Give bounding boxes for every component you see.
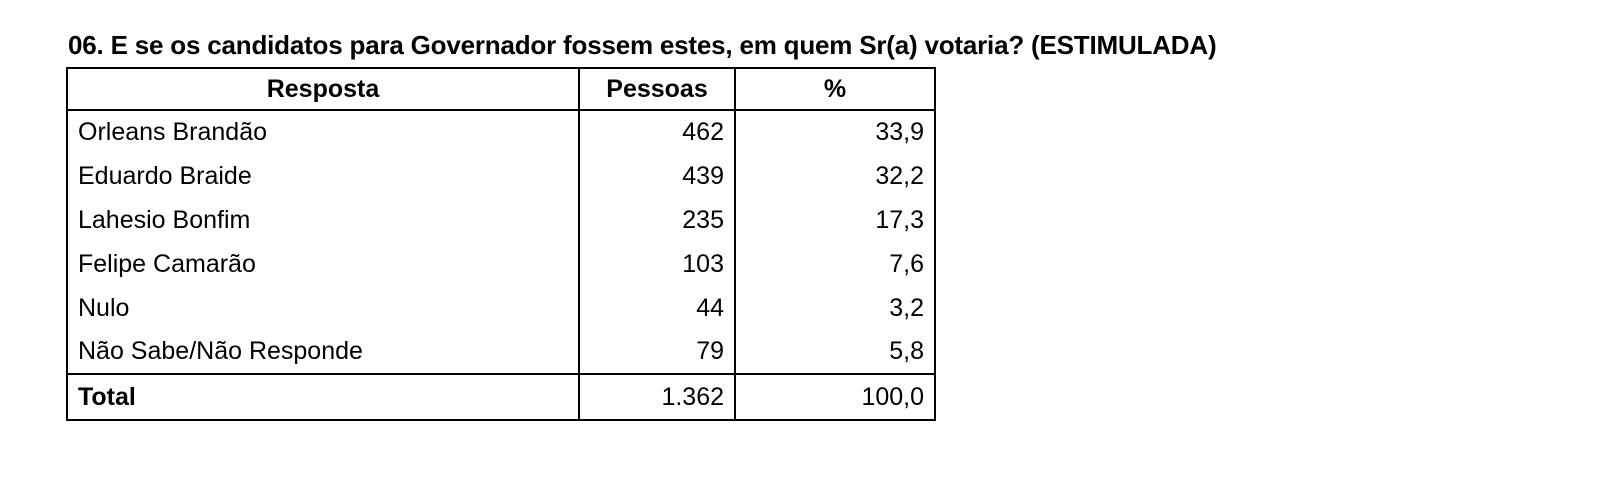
cell-pessoas: 103 (579, 242, 735, 286)
table-header-row (67, 68, 935, 110)
column-header-pessoas: Pessoas (579, 68, 735, 110)
table-total-row (67, 374, 935, 420)
table-header (67, 68, 935, 110)
cell-pessoas: 235 (579, 198, 735, 242)
cell-resposta: Orleans Brandão (67, 110, 579, 154)
table-row (67, 330, 935, 374)
cell-resposta: Não Sabe/Não Responde (67, 330, 579, 374)
cell-percent: 5,8 (735, 330, 935, 374)
cell-pessoas: 79 (579, 330, 735, 374)
table-row (67, 242, 935, 286)
table-row (67, 110, 935, 154)
cell-percent: 3,2 (735, 286, 935, 330)
table-row (67, 286, 935, 330)
column-header-resposta: Resposta (67, 68, 579, 110)
table-body (67, 110, 935, 420)
cell-resposta: Eduardo Braide (67, 154, 579, 198)
cell-percent: 7,6 (735, 242, 935, 286)
cell-percent: 33,9 (735, 110, 935, 154)
page-title: 06. E se os candidatos para Governador fossem estes, em quem Sr(a) votaria? (ESTIMULADA) (68, 30, 1217, 60)
cell-total-pessoas: 1.362 (579, 374, 735, 420)
cell-percent: 17,3 (735, 198, 935, 242)
cell-resposta: Lahesio Bonfim (67, 198, 579, 242)
cell-pessoas: 439 (579, 154, 735, 198)
results-table (66, 67, 936, 421)
table-row (67, 154, 935, 198)
cell-total-percent: 100,0 (735, 374, 935, 420)
cell-pessoas: 462 (579, 110, 735, 154)
cell-percent: 32,2 (735, 154, 935, 198)
cell-pessoas: 44 (579, 286, 735, 330)
cell-resposta: Felipe Camarão (67, 242, 579, 286)
cell-total-label: Total (67, 374, 579, 420)
table-row (67, 198, 935, 242)
cell-resposta: Nulo (67, 286, 579, 330)
column-header-percent: % (735, 68, 935, 110)
